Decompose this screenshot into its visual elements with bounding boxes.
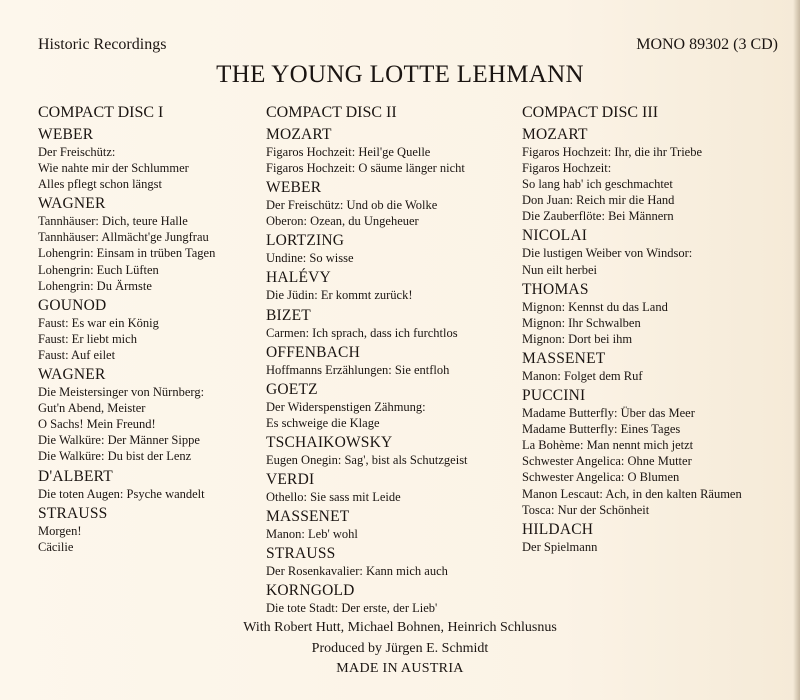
work-line: Figaros Hochzeit:	[522, 161, 612, 176]
composer-heading: MOZART	[522, 126, 588, 143]
work-line: Carmen: Ich sprach, dass ich furchtlos	[266, 325, 458, 340]
work-line: Die Meistersinger von Nürnberg:	[38, 385, 205, 400]
composer-heading: MOZART	[266, 126, 332, 143]
disc-column-2	[266, 104, 516, 616]
composer-heading: WEBER	[266, 179, 322, 197]
disc-title: COMPACT DISC II	[266, 104, 397, 121]
work-line: Es schweige die Klage	[266, 415, 380, 430]
composer-heading: OFFENBACH	[266, 343, 360, 361]
composer-heading: THOMAS	[522, 280, 589, 298]
work-line: So lang hab' ich geschmachtet	[522, 177, 673, 192]
composer-heading: TSCHAIKOWSKY	[266, 433, 393, 451]
label-name: Historic Recordings	[38, 36, 167, 53]
disc-title: COMPACT DISC III	[522, 104, 659, 121]
composer-heading: GOUNOD	[38, 296, 107, 314]
work-line: Manon: Folget dem Ruf	[522, 368, 643, 383]
composer-heading: BIZET	[266, 306, 311, 324]
producer-credit: Produced by Jürgen E. Schmidt	[311, 641, 489, 656]
work-line: Manon: Leb' wohl	[266, 527, 358, 542]
disc-column-1	[38, 104, 253, 555]
catalog-number: MONO 89302 (3 CD)	[636, 36, 778, 53]
work-line: Gut'n Abend, Meister	[38, 401, 146, 416]
work-line: Figaros Hochzeit: O säume länger nicht	[266, 161, 465, 176]
composer-heading: WAGNER	[38, 366, 106, 384]
work-line: Wie nahte mir der Schlummer	[38, 161, 189, 176]
composer-heading: HALÉVY	[266, 269, 331, 287]
work-line: Der Spielmann	[522, 539, 598, 554]
work-line: Die Walküre: Du bist der Lenz	[38, 449, 192, 464]
composer-heading: PUCCINI	[522, 387, 586, 405]
album-title: THE YOUNG LOTTE LEHMANN	[216, 61, 584, 88]
work-line: La Bohème: Man nennt mich jetzt	[522, 438, 694, 453]
work-line: Faust: Er liebt mich	[38, 331, 137, 346]
work-line: Othello: Sie sass mit Leide	[266, 490, 401, 505]
work-line: Mignon: Ihr Schwalben	[522, 315, 641, 330]
composer-heading: MASSENET	[266, 508, 350, 526]
work-line: Mignon: Kennst du das Land	[522, 299, 668, 314]
work-line: Lohengrin: Euch Lüften	[38, 262, 159, 277]
work-line: Faust: Es war ein König	[38, 315, 159, 330]
composer-heading: GOETZ	[266, 380, 318, 398]
work-line: Faust: Auf eilet	[38, 347, 116, 362]
work-line: Don Juan: Reich mir die Hand	[522, 193, 675, 208]
work-line: Oberon: Ozean, du Ungeheuer	[266, 214, 419, 229]
work-line: Lohengrin: Du Ärmste	[38, 278, 152, 293]
work-line: Figaros Hochzeit: Ihr, die ihr Triebe	[522, 145, 703, 159]
work-line: Nun eilt herbei	[522, 262, 597, 277]
credits	[0, 617, 800, 659]
composer-heading: STRAUSS	[266, 545, 336, 563]
work-line: Lohengrin: Einsam in trüben Tagen	[38, 246, 216, 261]
work-line: Der Freischütz:	[38, 145, 116, 159]
composer-heading: NICOLAI	[522, 227, 588, 245]
work-line: Hoffmanns Erzählungen: Sie entfloh	[266, 362, 450, 377]
work-line: Die Zauberflöte: Bei Männern	[522, 209, 674, 224]
work-line: Manon Lescaut: Ach, in den kalten Räumen	[522, 486, 742, 501]
work-line: Die lustigen Weiber von Windsor:	[522, 246, 693, 261]
composer-heading: STRAUSS	[38, 504, 108, 522]
disc-column-3	[522, 104, 784, 555]
composer-heading: MASSENET	[522, 349, 606, 367]
work-line: Der Rosenkavalier: Kann mich auch	[266, 564, 448, 579]
work-line: Undine: So wisse	[266, 251, 354, 266]
work-line: O Sachs! Mein Freund!	[38, 417, 156, 432]
work-line: Die Walküre: Der Männer Sippe	[38, 433, 200, 448]
made-in-label: MADE IN AUSTRIA	[336, 661, 464, 676]
composer-heading: VERDI	[266, 471, 315, 489]
work-line: Alles pflegt schon längst	[38, 177, 162, 192]
work-line: Tannhäuser: Dich, teure Halle	[38, 214, 188, 229]
work-line: Eugen Onegin: Sag', bist als Schutzgeist	[266, 452, 468, 467]
work-line: Der Freischütz: Und ob die Wolke	[266, 198, 438, 213]
work-line: Mignon: Dort bei ihm	[522, 331, 633, 346]
composer-heading: WEBER	[38, 126, 94, 143]
work-line: Schwester Angelica: O Blumen	[522, 470, 680, 485]
work-line: Der Widerspenstigen Zähmung:	[266, 399, 426, 414]
disc-title: COMPACT DISC I	[38, 104, 164, 121]
composer-heading: LORTZING	[266, 232, 345, 250]
work-line: Die toten Augen: Psyche wandelt	[38, 486, 205, 501]
composer-heading: WAGNER	[38, 195, 106, 213]
composer-heading: D'ALBERT	[38, 467, 113, 485]
work-line: Morgen!	[38, 523, 82, 538]
work-line: Tannhäuser: Allmächt'ge Jungfrau	[38, 230, 209, 245]
work-line: Madame Butterfly: Über das Meer	[522, 406, 695, 421]
composer-heading: KORNGOLD	[266, 582, 355, 600]
composer-heading: HILDACH	[522, 520, 594, 538]
work-line: Schwester Angelica: Ohne Mutter	[522, 454, 692, 469]
page-edge-shadow	[793, 0, 800, 700]
work-line: Madame Butterfly: Eines Tages	[522, 422, 681, 437]
work-line: Die Jüdin: Er kommt zurück!	[266, 288, 413, 303]
work-line: Figaros Hochzeit: Heil'ge Quelle	[266, 145, 431, 159]
work-line: Tosca: Nur der Schönheit	[522, 502, 650, 517]
work-line: Die tote Stadt: Der erste, der Lieb'	[266, 601, 438, 616]
work-line: Cäcilie	[38, 539, 74, 554]
artists-credit: With Robert Hutt, Michael Bohnen, Heinrich Schlusnus	[243, 620, 557, 635]
